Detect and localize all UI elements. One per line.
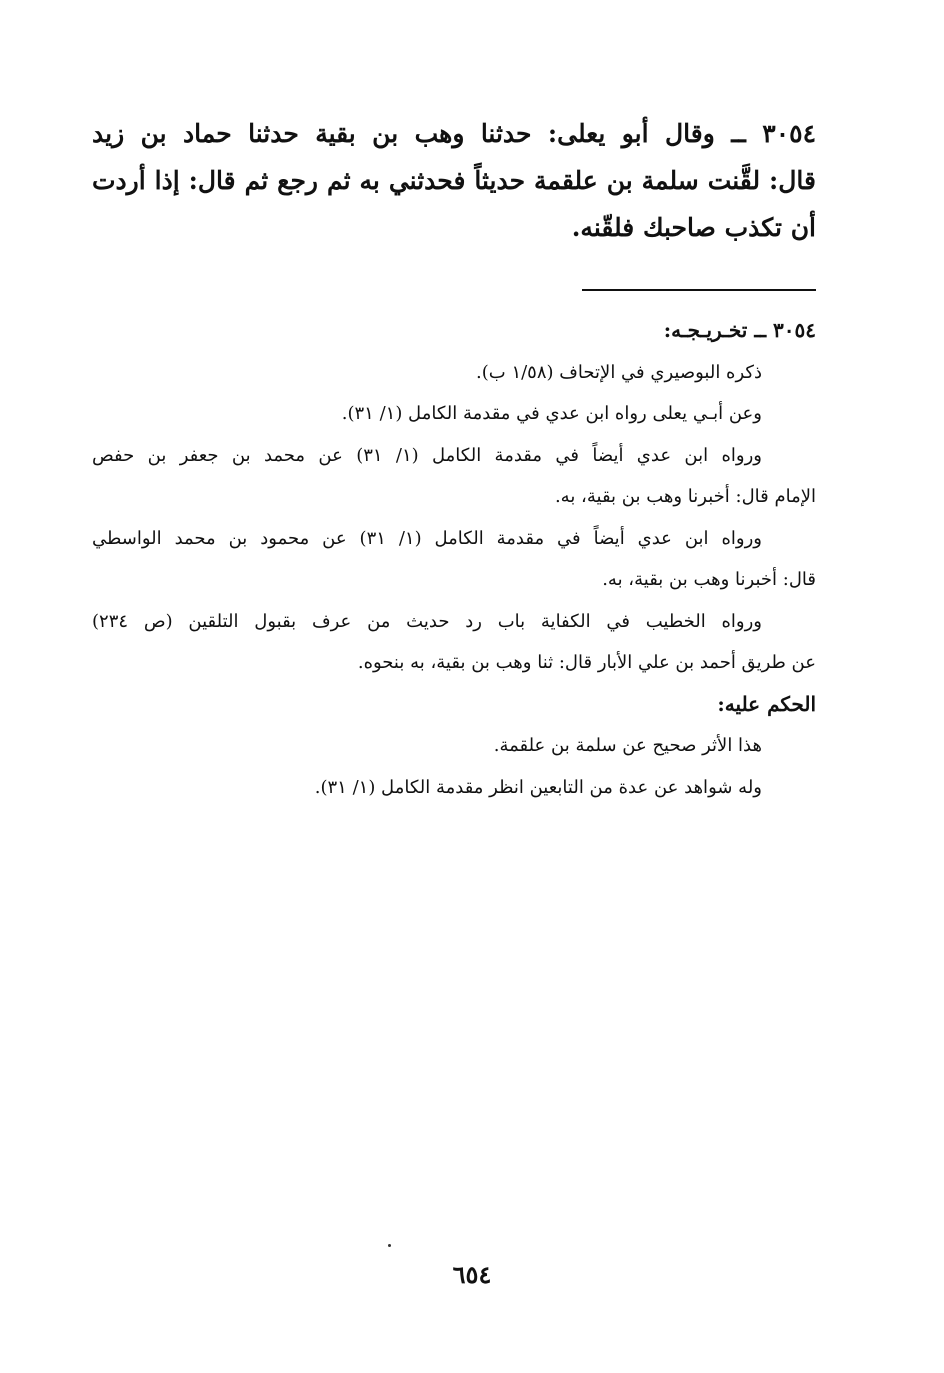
- footnote-line: ورواه ابن عدي أيضاً في مقدمة الكامل (١/ ٣١) عن محمد بن جعفر بن حفص: [92, 444, 762, 466]
- footnote-line: قال: أخبرنا وهب بن بقية، به.: [602, 569, 816, 590]
- page-number: ٦٥٤: [452, 1260, 492, 1289]
- ruling-heading: الحكم عليه:: [717, 691, 816, 716]
- footnote-line: ذكره البوصيري في الإتحاف (١/٥٨ ب).: [476, 361, 762, 383]
- footnote-divider: [582, 289, 816, 291]
- main-text: [92, 110, 816, 251]
- main-text-line: ٣٠٥٤ ــ وقال أبو يعلى: حدثنا وهب بن بقية حدثنا حماد بن زيد: [92, 119, 816, 148]
- footnotes: [92, 310, 816, 808]
- ruling-line: وله شواهد عن عدة من التابعين انظر مقدمة الكامل (١/ ٣١).: [314, 776, 762, 798]
- main-text-line: قال: لقَّنت سلمة بن علقمة حديثاً فحدثني به ثم رجع ثم قال: إذا أردت: [92, 166, 816, 195]
- footnote-line: ورواه ابن عدي أيضاً في مقدمة الكامل (١/ ٣١) عن محمود بن محمد الواسطي: [92, 527, 762, 549]
- takhrij-heading: ٣٠٥٤ ــ تخـريـجـه:: [663, 318, 816, 342]
- footnote-line: الإمام قال: أخبرنا وهب بن بقية، به.: [554, 486, 816, 507]
- ink-speck: [388, 1244, 391, 1247]
- main-text-line: أن تكذب صاحبك فلقّنه.: [571, 213, 816, 242]
- ruling-line: هذا الأثر صحيح عن سلمة بن علقمة.: [493, 735, 762, 756]
- footnote-line: عن طريق أحمد بن علي الأبار قال: ثنا وهب بن بقية، به بنحوه.: [357, 652, 816, 673]
- footnote-line: وعن أبـي يعلى رواه ابن عدي في مقدمة الكامل (١/ ٣١).: [341, 403, 762, 424]
- footnote-line: ورواه الخطيب في الكفاية باب رد حديث من عرف بقبول التلقين (ص ٢٣٤): [92, 610, 762, 632]
